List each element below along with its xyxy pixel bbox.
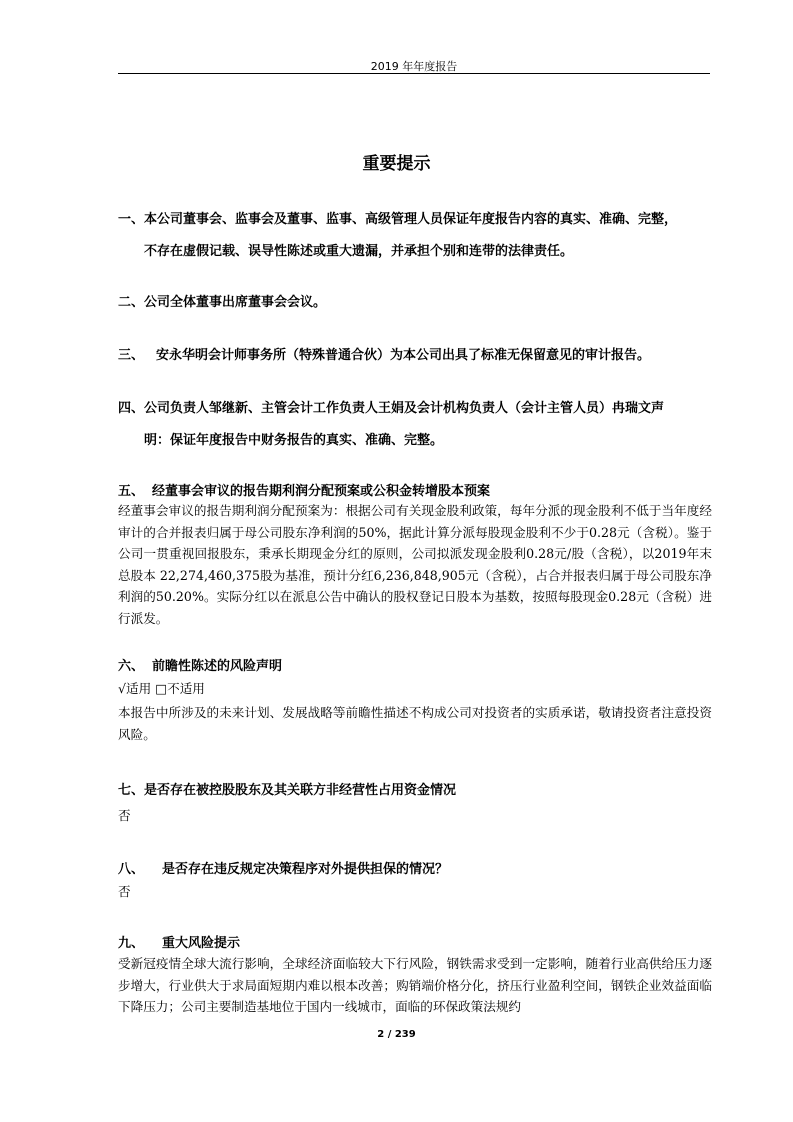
item-4-text-line2: 明：保证年度报告中财务报告的真实、准确、完整。 <box>144 433 444 448</box>
item-2-number: 二、 <box>118 295 145 310</box>
item-6-heading-text: 前瞻性陈述的风险声明 <box>152 659 283 674</box>
item-9-body: 受新冠疫情全球大流行影响，全球经济面临较大下行风险，钢铁需求受到一定影响，随着行业高供给压力逐步增大，行业供大于求局面短期内难以根本改善；购销端价格分化，挤压行业盈利空间，钢铁企业效益面临下降压力；公司主要制造基地位于国内一线城市，面临的环保政策法规约 <box>118 956 712 1015</box>
item-3-number: 三、 <box>118 348 145 363</box>
item-6-number: 六、 <box>118 659 145 674</box>
item-9-heading-text: 重大风险提示 <box>162 936 241 951</box>
page-number: 2 / 239 <box>377 1029 416 1040</box>
item-5-number: 五、 <box>118 484 145 499</box>
item-1-text-line2: 不存在虚假记载、误导性陈述或重大遗漏，并承担个别和连带的法律责任。 <box>144 244 574 259</box>
header-rule <box>118 73 710 74</box>
running-header: 2019 年年度报告 <box>370 60 458 73</box>
item-3-text: 安永华明会计师事务所（特殊普通合伙）为本公司出具了标准无保留意见的审计报告。 <box>156 348 651 363</box>
applicability-checkboxes: √适用 □不适用 <box>118 681 205 696</box>
item-1-text-line1: 本公司董事会、监事会及董事、监事、高级管理人员保证年度报告内容的真实、准确、完整， <box>144 212 678 227</box>
item-4-number: 四、 <box>118 401 145 416</box>
item-8-number: 八、 <box>118 862 145 877</box>
item-8-heading-text: 是否存在违反规定决策程序对外提供担保的情况？ <box>162 862 449 877</box>
item-5-heading-text: 经董事会审议的报告期利润分配预案或公积金转增股本预案 <box>152 484 491 499</box>
item-6-body: 本报告中所涉及的未来计划、发展战略等前瞻性描述不构成公司对投资者的实质承诺，敬请投资者注意投资风险。 <box>118 705 712 742</box>
item-1-number: 一、 <box>118 212 145 227</box>
item-2-text: 公司全体董事出席董事会会议。 <box>144 295 327 310</box>
item-4-text-line1: 公司负责人邹继新、主管会计工作负责人王娟及会计机构负责人（会计主管人员）冉瑞文声 <box>144 401 665 416</box>
item-7-number: 七、 <box>118 783 145 798</box>
item-7-heading-text: 是否存在被控股股东及其关联方非经营性占用资金情况 <box>144 783 457 798</box>
item-7-answer: 否 <box>118 808 131 823</box>
item-5-body: 经董事会审议的报告期利润分配预案为：根据公司有关现金股利政策，每年分派的现金股利不低于当年度经审计的合并报表归属于母公司股东净利润的50%，据此计算分派每股现金股利不少于0.28元（含税）。鉴于公司一贯重视回报股东，秉承长期现金分红的原则，公司拟派发现金股利0.28元/股（含税），以2019年末总股本 22,274,460,375股为基准，预计分红6,236,848,905元（含税），占合并报表归属于母公司股东净利润的50.20%。实际分红以在派息公告中确认的股权登记日股本为基数，按照每股现金0.28元（含税）进行派发。 <box>118 503 712 626</box>
item-9-number: 九、 <box>118 936 145 951</box>
item-8-answer: 否 <box>118 884 131 899</box>
page-title: 重要提示 <box>362 154 431 174</box>
